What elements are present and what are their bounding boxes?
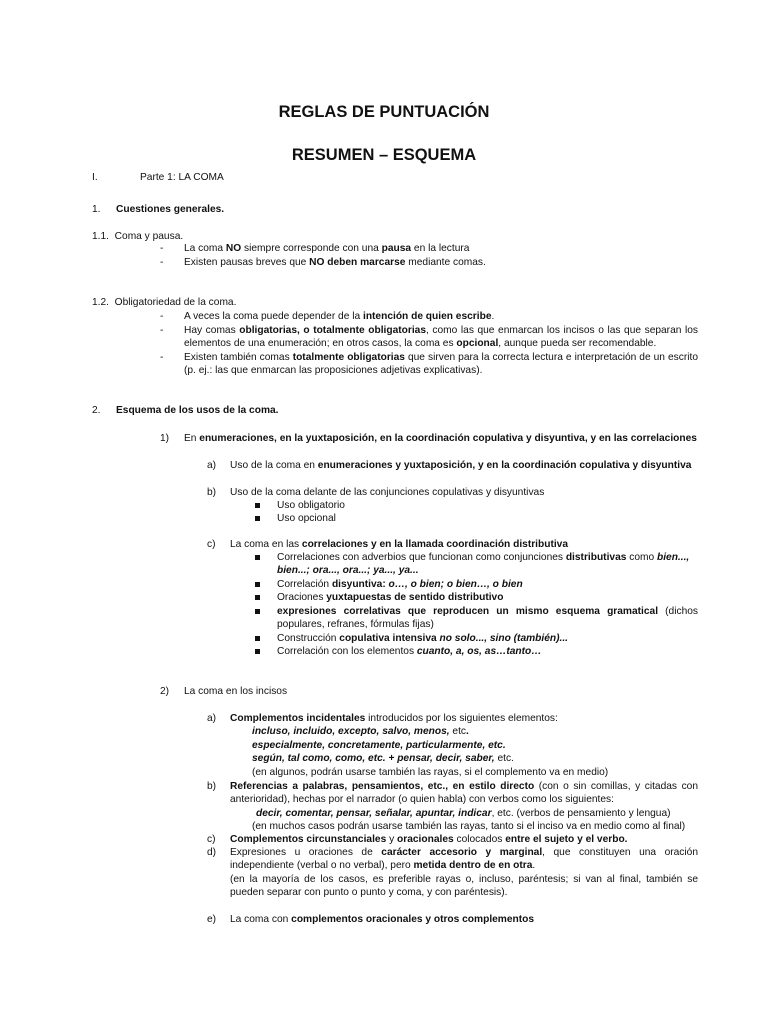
item-text: La coma en los incisos xyxy=(184,686,288,697)
subitem-text: Expresiones u oraciones de carácter accesorio y marginal, que constituyen una oración independiente (verbal o no verbal), pero metida dentro de en otra. xyxy=(230,847,698,871)
subitem-letter: a) xyxy=(207,713,217,724)
subitem-text: La coma con complementos oracionales y otros complementos xyxy=(230,914,535,925)
subitem-text: Complementos circunstanciales y oracionales colocados entre el sujeto y el verbo. xyxy=(230,834,628,845)
part-label: Parte 1: LA COMA xyxy=(140,172,224,183)
square-bullet xyxy=(255,645,260,658)
part-number: I. xyxy=(92,172,98,183)
bullet-text: La coma NO siempre corresponde con una pausa en la lectura xyxy=(184,243,470,254)
dash-marker: - xyxy=(160,311,164,322)
subitem-line: incluso, incluido, excepto, salvo, menos, etc. xyxy=(252,726,469,737)
subitem-line: decir, comentar, pensar, señalar, apuntar, indicar, etc. (verbos de pensamiento y lengua) xyxy=(256,808,671,819)
subitem-line: según, tal como, como, etc. + pensar, decir, saber, etc. xyxy=(252,753,514,764)
square-bullet xyxy=(255,605,260,618)
square-bullet xyxy=(255,632,260,645)
subitem-text: Uso de la coma en enumeraciones y yuxtaposición, y en la coordinación copulativa y disyuntiva xyxy=(230,460,692,471)
subitem-letter: a) xyxy=(207,460,217,471)
bullet-text: Hay comas obligatorias, o totalmente obligatorias, como las que enmarcan los incisos o las que separan los elementos de una enumeración; en otros casos, la coma es opcional, aunque pueda ser recomendable. xyxy=(184,325,699,349)
list-item: Correlación con los elementos cuanto, a, os, as…tanto… xyxy=(277,646,542,657)
document-title: REGLAS DE PUNTUACIÓN xyxy=(278,103,490,121)
list-item: Correlaciones con adverbios que funcionan como conjunciones distributivas como bien..., xyxy=(277,552,690,563)
square-bullet xyxy=(255,551,260,564)
subitem-letter: c) xyxy=(207,834,216,845)
section-number: 1. xyxy=(92,204,101,215)
list-item: Construcción copulativa intensiva no solo..., sino (también)... xyxy=(277,633,568,644)
subitem-letter: b) xyxy=(207,487,217,498)
dash-marker: - xyxy=(160,325,164,336)
subitem-text: Uso de la coma delante de las conjunciones copulativas y disyuntivas xyxy=(230,487,545,498)
subitem-letter: c) xyxy=(207,539,216,550)
list-item: Uso opcional xyxy=(277,513,336,524)
list-item: Uso obligatorio xyxy=(277,500,345,511)
bullet-text: Existen también comas totalmente obligatorias que sirven para la correcta lectura e interpretación de un escrito (p. ej.: las que enmarcan las proposiciones adjetivas explicativas). xyxy=(184,352,698,376)
subitem-letter: e) xyxy=(207,914,217,925)
section-number: 2. xyxy=(92,405,101,416)
item-text: En enumeraciones, en la yuxtaposición, en la coordinación copulativa y disyuntiva, y en las correlaciones xyxy=(184,433,697,444)
subitem-letter: b) xyxy=(207,781,217,792)
bullet-text: Existen pausas breves que NO deben marcarse mediante comas. xyxy=(184,257,486,268)
subitem-letter: d) xyxy=(207,847,217,858)
list-item: Correlación disyuntiva: o…, o bien; o bien…, o bien xyxy=(277,579,523,590)
section-heading: Esquema de los usos de la coma. xyxy=(116,405,279,416)
list-item-continuation: bien...; ora..., ora...; ya..., ya... xyxy=(277,565,419,576)
subitem-text: Complementos incidentales introducidos por los siguientes elementos: xyxy=(230,713,558,724)
square-bullet xyxy=(255,512,260,525)
bullet-text: A veces la coma puede depender de la intención de quien escribe. xyxy=(184,311,495,322)
subitem-text: Referencias a palabras, pensamientos, etc., en estilo directo (con o sin comillas, y citadas con anterioridad), hechas por el narrador (o quien habla) con verbos como los siguientes: xyxy=(230,781,698,805)
subsection-number: 1.2. Obligatoriedad de la coma. xyxy=(92,297,237,308)
subitem-line: especialmente, concretamente, particularmente, etc. xyxy=(252,740,506,751)
subitem-line: (en muchos casos podrán usarse también las rayas, tanto si el inciso va en medio como al final) xyxy=(252,821,686,832)
section-heading: Cuestiones generales. xyxy=(116,204,225,215)
item-number: 2) xyxy=(160,686,170,697)
list-item: expresiones correlativas que reproducen un mismo esquema gramatical (dichos populares, refranes, fórmulas fijas) xyxy=(277,606,699,630)
dash-marker: - xyxy=(160,243,164,254)
subitem-note: (en la mayoría de los casos, es preferible rayas o, incluso, paréntesis; si van al final, también se pueden separar con punto o punto y coma, y con paréntesis). xyxy=(230,874,698,898)
dash-marker: - xyxy=(160,257,164,268)
subitem-line: (en algunos, podrán usarse también las rayas, si el complemento va en medio) xyxy=(252,767,609,778)
square-bullet xyxy=(255,591,260,604)
subitem-text: La coma en las correlaciones y en la llamada coordinación distributiva xyxy=(230,539,569,550)
document-subtitle: RESUMEN – ESQUEMA xyxy=(291,146,477,164)
list-item: Oraciones yuxtapuestas de sentido distributivo xyxy=(277,592,504,603)
square-bullet xyxy=(255,499,260,512)
subsection-number: 1.1. Coma y pausa. xyxy=(92,231,184,242)
square-bullet xyxy=(255,578,260,591)
dash-marker: - xyxy=(160,352,164,363)
item-number: 1) xyxy=(160,433,170,444)
